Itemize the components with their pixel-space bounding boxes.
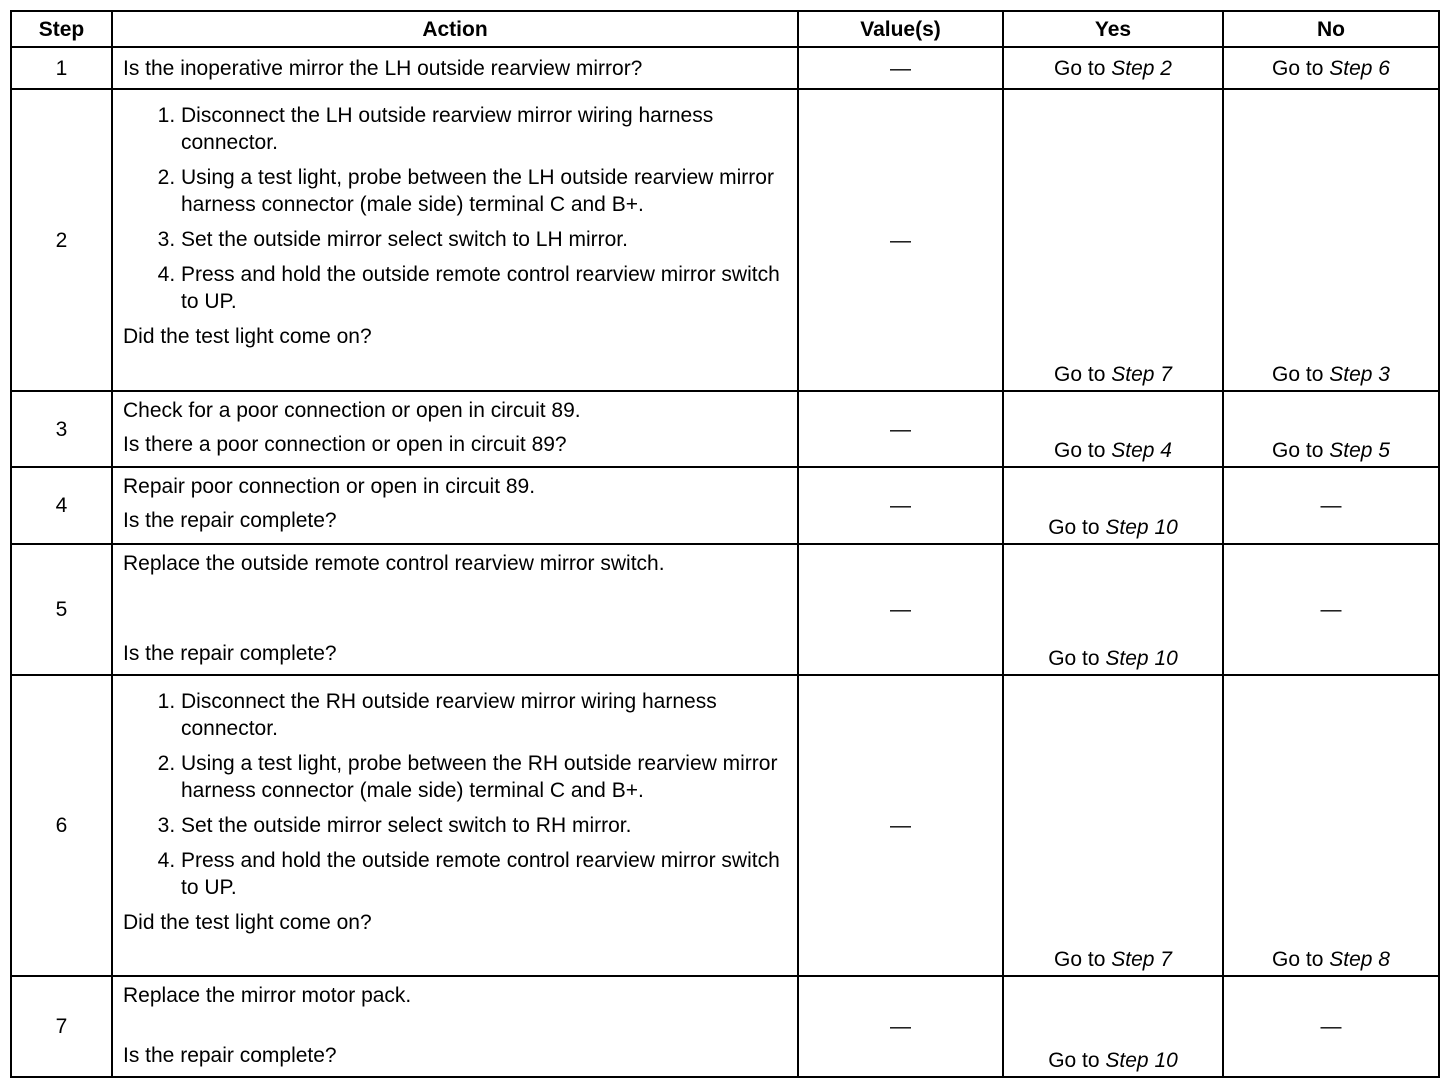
yes-cell: [1003, 47, 1223, 89]
go-to-label: Go to: [1054, 948, 1106, 971]
action-cell: [112, 467, 798, 544]
procedure-item: 4. Press and hold the outside remote control rearview mirror switch to UP.: [181, 261, 787, 315]
action-text: Repair poor connection or open in circuit 89.: [123, 475, 536, 498]
header-action: Action: [112, 11, 798, 47]
procedure-list: [123, 102, 787, 315]
yes-step-link[interactable]: Step 10: [1105, 647, 1178, 670]
value-cell: —: [798, 467, 1003, 544]
no-cell: [1223, 675, 1439, 976]
yes-cell: [1003, 976, 1223, 1077]
step-number: 1: [11, 47, 112, 89]
action-text: Is the inoperative mirror the LH outside rearview mirror?: [123, 56, 643, 80]
step-number: 2: [11, 89, 112, 391]
yes-cell: [1003, 544, 1223, 675]
no-step-link[interactable]: Step 3: [1329, 363, 1390, 386]
yes-step-link[interactable]: Step 10: [1105, 1049, 1178, 1072]
action-cell: [112, 976, 798, 1077]
step-number: 7: [11, 976, 112, 1077]
action-question: Did the test light come on?: [123, 911, 372, 934]
value-cell: —: [798, 89, 1003, 391]
no-cell: [1223, 391, 1439, 467]
yes-step-link[interactable]: Step 10: [1105, 516, 1178, 539]
yes-cell: [1003, 89, 1223, 391]
step-number: 5: [11, 544, 112, 675]
action-cell: [112, 89, 798, 391]
action-text: Check for a poor connection or open in circuit 89.: [123, 399, 581, 422]
go-to-label: Go to: [1048, 647, 1100, 670]
procedure-item: 3. Set the outside mirror select switch to LH mirror.: [181, 226, 787, 253]
action-cell: [112, 391, 798, 467]
no-cell: [1223, 47, 1439, 89]
value-cell: —: [798, 976, 1003, 1077]
action-cell: [112, 47, 798, 89]
step-number: 4: [11, 467, 112, 544]
yes-step-link[interactable]: Step 2: [1111, 56, 1172, 80]
procedure-item: 2. Using a test light, probe between the RH outside rearview mirror harness connector (male side) terminal C and B+.: [181, 750, 787, 804]
action-text: Replace the outside remote control rearview mirror switch.: [123, 552, 665, 575]
header-step: Step: [11, 11, 112, 47]
table-row: [11, 89, 1439, 391]
action-question: Is the repair complete?: [123, 509, 337, 532]
action-question: Did the test light come on?: [123, 325, 372, 348]
step-number: 6: [11, 675, 112, 976]
table-row: [11, 47, 1439, 89]
value-cell: —: [798, 675, 1003, 976]
no-cell: —: [1223, 467, 1439, 544]
value-cell: —: [798, 47, 1003, 89]
no-cell: —: [1223, 976, 1439, 1077]
header-row: [11, 11, 1439, 47]
action-question: Is there a poor connection or open in circuit 89?: [123, 433, 567, 456]
step-number: 3: [11, 391, 112, 467]
yes-cell: [1003, 467, 1223, 544]
table-row: [11, 675, 1439, 976]
value-cell: —: [798, 391, 1003, 467]
yes-cell: [1003, 675, 1223, 976]
procedure-list: [123, 688, 787, 901]
action-cell: [112, 675, 798, 976]
table-row: [11, 467, 1439, 544]
no-step-link[interactable]: Step 8: [1329, 948, 1390, 971]
go-to-label: Go to: [1048, 516, 1100, 539]
go-to-label: Go to: [1048, 1049, 1100, 1072]
table-row: [11, 391, 1439, 467]
table-row: [11, 976, 1439, 1077]
no-step-link[interactable]: Step 5: [1329, 439, 1390, 462]
procedure-item: 3. Set the outside mirror select switch to RH mirror.: [181, 812, 787, 839]
procedure-item: 1. Disconnect the RH outside rearview mirror wiring harness connector.: [181, 688, 787, 742]
no-cell: [1223, 89, 1439, 391]
no-step-link[interactable]: Step 6: [1329, 56, 1390, 80]
go-to-label: Go to: [1054, 439, 1106, 462]
yes-step-link[interactable]: Step 7: [1111, 363, 1172, 386]
header-yes: Yes: [1003, 11, 1223, 47]
diagnostic-table: [10, 10, 1440, 1078]
no-cell: —: [1223, 544, 1439, 675]
go-to-label: Go to: [1272, 948, 1324, 971]
table-row: [11, 544, 1439, 675]
go-to-label: Go to: [1272, 56, 1324, 80]
yes-cell: [1003, 391, 1223, 467]
action-text: Replace the mirror motor pack.: [123, 984, 412, 1007]
header-no: No: [1223, 11, 1439, 47]
header-values: Value(s): [798, 11, 1003, 47]
go-to-label: Go to: [1272, 439, 1324, 462]
procedure-item: 1. Disconnect the LH outside rearview mirror wiring harness connector.: [181, 102, 787, 156]
go-to-label: Go to: [1054, 56, 1106, 80]
procedure-item: 4. Press and hold the outside remote control rearview mirror switch to UP.: [181, 847, 787, 901]
action-question: Is the repair complete?: [123, 1044, 337, 1067]
action-cell: [112, 544, 798, 675]
go-to-label: Go to: [1054, 363, 1106, 386]
yes-step-link[interactable]: Step 4: [1111, 439, 1172, 462]
go-to-label: Go to: [1272, 363, 1324, 386]
action-question: Is the repair complete?: [123, 642, 337, 665]
procedure-item: 2. Using a test light, probe between the LH outside rearview mirror harness connector (male side) terminal C and B+.: [181, 164, 787, 218]
value-cell: —: [798, 544, 1003, 675]
yes-step-link[interactable]: Step 7: [1111, 948, 1172, 971]
